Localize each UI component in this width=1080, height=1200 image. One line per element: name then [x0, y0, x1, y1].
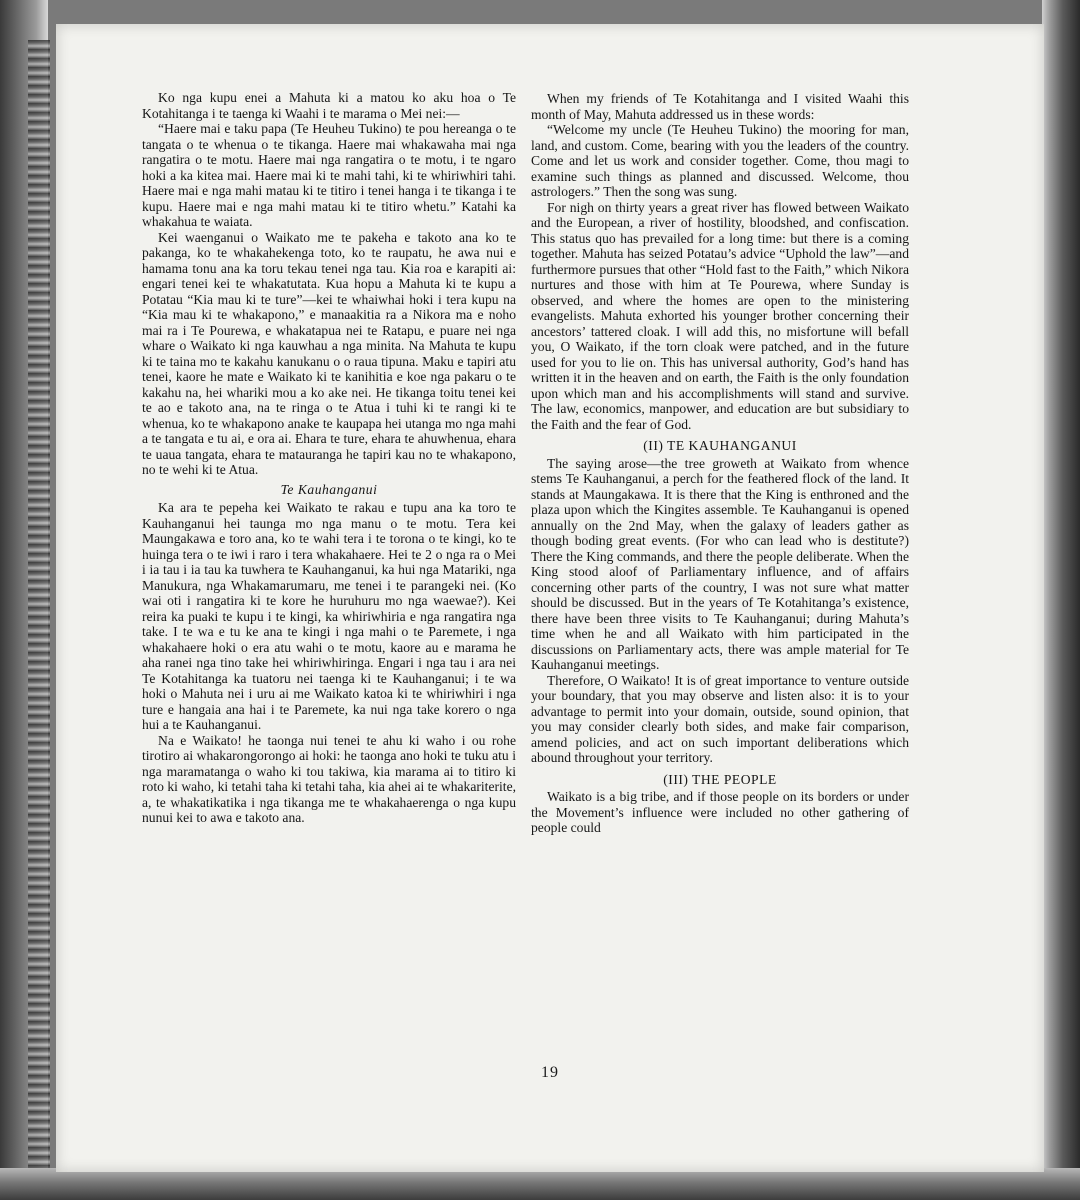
- maori-paragraph: “Haere mai e taku papa (Te Heuheu Tukino) te pou hereanga o te tangata o te whenua o te tikanga. Haere mai whakawaha mai nga rangatira o te motu. Haere mai nga rangatira o te motu, i te ngaro hoki a ka kitea mai. Haere mai ki te mahi tahi, ki te whiriwhiri tahi. Haere mai e nga mahi matau ki te titiro i tenei hanga i te tikanga i te kupu. Haere mai e nga mahi matau ki te titiro whetu.” Katahi ka whakahua te waiata.: [142, 121, 516, 229]
- scan-shadow-bottom: [0, 1168, 1080, 1200]
- maori-paragraph: Na e Waikato! he taonga nui tenei te ahu ki waho i ou rohe tirotiro ai whakarongorongo ai hoki: he taonga ano hoki te tuku atu i nga maramatanga o waho ki tou takiwa, kia marama ai to titiro ki roto ki waho, ki tetahi taha ki tetahi taha, kia ahei ai te whakariterite, a, te whakatikatika i nga tikanga me te whakahaerenga o nga kupu nunui kei to awa e takoto ana.: [142, 732, 516, 825]
- maori-paragraph: Ka ara te pepeha kei Waikato te rakau e tupu ana ka toro te Kauhanganui hei taunga mo nga manu o te motu. Tera kei Maungakawa e toro ana, ko te wahi tera i te torona o te kingi, ko te huinga tera o te iwi i raro i tera whakahaere. Hei te 2 o nga ra o Mei i ia tau i ia tau ka tuwhera te Kauhanganui, ka hui nga Matariki, nga Manukura, nga Whakamarumaru, me tenei i te parangeki nei. (Ko wai oti i rangatira ki te kore he huruhuru mo nga waewae?). Kei reira ka puaki te kupu i te kingi, ka whiriwhiria e nga rangatira nga take. I te wa e tu ke ana te kingi i nga mahi o te Paremete, i nga whakahaere hoki o era atu wahi o te motu, kaore au e marama he aha ranei nga tino take hei whiriwhiringa. Engari i nga tau i ara nei Te Kotahitanga ka tuatoru nei taenga ki te Kauhanganui; i te wa hoki o Mahuta nei i uru ai me Waikato katoa ki te whiriwhiri i nga ture e hangaia ana hai i te Paremete, ka nui nga take korero o nga hui a te Kauhanganui.: [142, 500, 516, 732]
- document-page: [56, 24, 1044, 1172]
- section-three-heading: (III) THE PEOPLE: [663, 771, 777, 787]
- english-paragraph: The saying arose—the tree groweth at Waikato from whence stems Te Kauhanganui, a perch for the feathered flock of the land. It stands at Maungakawa. It is there that the King is enthroned and the plaza upon which the Kingites assemble. Te Kauhanganui is opened annually on the 2nd May, when the galaxy of leaders gather as though boding great events. (For who can lead who is destitute?) There the King commands, and there the people deliberate. When the King stood aloof of Parliamentary influence, and of affairs concerning other parts of the country, I was not sure what matter should be discussed. But in the years of Te Kotahitanga’s existence, there have been three visits to Te Kauhanganui; during Mahuta’s time when he and all Waikato with him participated in the discussions on Parliamentary acts, there was ample material for Te Kauhanganui meetings.: [531, 455, 909, 672]
- section-two-heading: (II) TE KAUHANGANUI: [643, 438, 797, 453]
- english-paragraph: For nigh on thirty years a great river has flowed between Waikato and the European, a river of hostility, bloodshed, and confiscation. This status quo has prevailed for a long time: but there is a coming together. Mahuta has seized Potatau’s advice “Uphold the law”—and furthermore pursues that other “Hold fast to the Faith,” which Nikora nurtures and those with him at Te Pourewa, where Sunday is observed, and where the homes are open to the ministering evangelists. Mahuta exhorted his younger brother concerning their ancestors’ tattered cloak. I will add this, no misfortune will befall you, O Waikato, if the torn cloak were patched, and in the future used for you to lie on. This has universal authority, God’s hand has written it in the heaven and on earth, the Faith is the only foundation upon which man and his accomplishments will stand and survive. The law, economics, manpower, and education are but subsidiary to the Faith and the fear of God.: [531, 199, 909, 432]
- maori-paragraph: Ko nga kupu enei a Mahuta ki a matou ko aku hoa o Te Kotahitanga i te taenga ki Waahi i te marama o Mei nei:—: [142, 90, 516, 121]
- page-binding: [28, 40, 50, 1180]
- english-paragraph: Therefore, O Waikato! It is of great importance to venture outside your boundary, that you may observe and listen also: it is to your advantage to permit into your domain, outside, sound opinion, that you may consider clearly both sides, and make fair comparison, amend policies, and act on such important deliberations which abound throughout your territory.: [531, 672, 909, 765]
- page-number: 19: [541, 1064, 559, 1081]
- english-paragraph: “Welcome my uncle (Te Heuheu Tukino) the mooring for man, land, and custom. Come, bearing with you the leaders of the country. Come and let us work and consider together. Come, thou magi to examine such things as planned and discussed. Welcome, thou astrologers.” Then the song was sung.: [531, 122, 909, 199]
- maori-text-column: [142, 90, 516, 826]
- english-paragraph: When my friends of Te Kotahitanga and I visited Waahi this month of May, Mahuta addressed us in these words:: [531, 91, 909, 122]
- maori-subheading: Te Kauhanganui: [280, 481, 378, 497]
- maori-paragraph: Kei waenganui o Waikato me te pakeha e takoto ana ko te pakanga, ko te whakahekenga toto, ko te raupatu, he awa nui e hamama tonu ana ka toru tekau tenei nga tau. Kia roa e karapiti ai: engari tenei kei te whakatutata. Kua hopu a Mahuta ki te kupu a Potatau “Kia mau ki te ture”—kei te whaiwhai hoki i tera kupu na “Kia mau ki te whakapono,” e manaakitia ra a Nikora ma e noho mai ra i Te Pourewa, e whakatapua nei te Ratapu, e puare nei nga whare o Waikato ki nga kauwhau a nga minita. Na Mahuta te kupu ki te taina mo te kakahu kanukanu o o raua tipuna. Maku e tapiri atu tenei, kaore he mate e Waikato ki te kanihitia e koe nga pakaru o te kakahu na, hei whariki mou a ko ake nei. He tikanga toitu tenei kei te ao e takoto ana, na te ringa o te Atua i tuhi ki te rangi ki te whenua, ko te whakapono anake te kaupapa hei utanga mo nga mahi a te tangata e tu ai, e ora ai. Ehara te ture, ehara te ahuwhenua, ehara te uaua tangata, ehara te matauranga he tapiri kau no te whakapono, no te wehi ki te Atua.: [142, 229, 516, 477]
- english-text-column: [531, 91, 909, 836]
- scan-shadow-right: [1042, 0, 1080, 1200]
- english-paragraph: Waikato is a big tribe, and if those people on its borders or under the Movement’s influence were included no other gathering of people could: [531, 789, 909, 835]
